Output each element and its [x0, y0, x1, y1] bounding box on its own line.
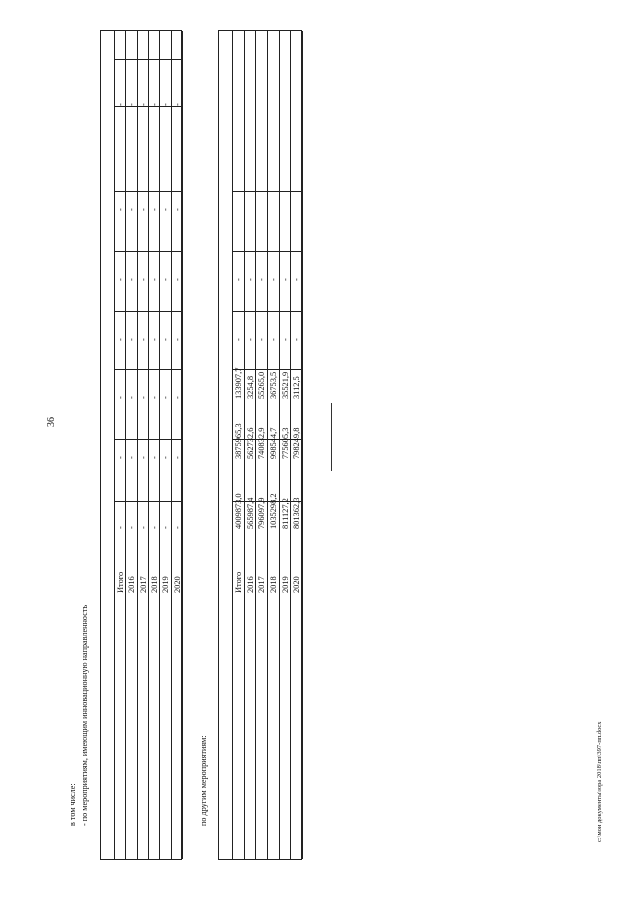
table-cell: 1035298,2	[269, 493, 278, 529]
table-row-divider	[232, 31, 233, 859]
table-cell: -	[172, 208, 182, 211]
table-cell: 133907,7	[234, 367, 243, 399]
table-row-divider	[125, 31, 126, 859]
table-cell: -	[127, 338, 137, 341]
table-cell: -	[161, 526, 171, 529]
table-cell: -	[138, 456, 148, 459]
table-band-divider	[115, 106, 181, 107]
page-number: 36	[46, 417, 57, 427]
table-cell: 35521,9	[280, 371, 290, 399]
table-cell: 798249,8	[292, 427, 302, 459]
table-band-divider	[115, 311, 181, 312]
table-cell: 562732,6	[245, 427, 255, 459]
row-label: 2020	[172, 576, 182, 593]
table-band-divider	[233, 439, 301, 440]
table-cell: -	[172, 526, 182, 529]
table-cell: -	[172, 278, 182, 281]
table-cell: -	[245, 338, 255, 341]
table-cell: 55265,0	[257, 371, 267, 399]
row-label: 2016	[245, 576, 255, 593]
table-cell: 3112,5	[292, 376, 302, 399]
table-cell: 801362,3	[292, 497, 302, 529]
section-intro-line1: в том числе:	[68, 783, 77, 826]
table-band-divider	[115, 369, 181, 370]
table-cell: -	[161, 396, 171, 399]
row-label: Итого	[116, 571, 125, 593]
table-band-divider	[233, 369, 301, 370]
table-cell: -	[292, 338, 302, 341]
row-label: 2019	[280, 576, 290, 593]
table-row-divider	[159, 31, 160, 859]
table-cell: -	[269, 278, 278, 281]
table-band-divider	[233, 251, 301, 252]
table-cell: -	[116, 456, 125, 459]
table-cell: -	[172, 103, 182, 106]
row-label: 2016	[127, 576, 137, 593]
row-label: 2018	[269, 576, 278, 593]
table-cell: -	[150, 526, 159, 529]
separator-line	[331, 403, 332, 471]
table-cell: -	[280, 278, 290, 281]
table-cell: -	[269, 338, 278, 341]
footer-file-path: c:\мои документы\юра 2018\пп\397-пп.docx	[596, 721, 603, 842]
table-cell: -	[172, 456, 182, 459]
table-cell: -	[138, 278, 148, 281]
table-cell: -	[234, 278, 243, 281]
table-band-divider	[233, 191, 301, 192]
table-cell: -	[234, 338, 243, 341]
table-cell: -	[161, 103, 171, 106]
table-cell: -	[116, 338, 125, 341]
row-label: 2018	[150, 576, 159, 593]
table-cell: -	[127, 396, 137, 399]
table-cell: 3254,8	[245, 375, 255, 399]
table-cell: -	[150, 338, 159, 341]
table-cell: -	[127, 526, 137, 529]
table-cell: -	[161, 456, 171, 459]
table-row-divider	[267, 31, 268, 859]
table-cell: -	[127, 103, 137, 106]
table-cell: -	[161, 208, 171, 211]
table-cell: -	[150, 208, 159, 211]
table-cell: -	[116, 396, 125, 399]
table-cell: -	[116, 278, 125, 281]
table-cell: -	[127, 208, 137, 211]
table-cell: -	[138, 396, 148, 399]
section-intro-line2: - по мероприятиям, имеющим инновационную направленность	[80, 604, 89, 826]
innovative-measures-table	[100, 30, 182, 860]
table-row-divider	[137, 31, 138, 859]
table-band-divider	[115, 251, 181, 252]
row-label: 2017	[257, 576, 267, 593]
table-cell: -	[161, 278, 171, 281]
table-cell: -	[292, 278, 302, 281]
table-cell: 565987,4	[245, 497, 255, 529]
table-cell: -	[116, 103, 125, 106]
table-cell: -	[150, 396, 159, 399]
table-band-divider	[233, 311, 301, 312]
table-row-divider	[302, 31, 303, 859]
table-cell: -	[172, 396, 182, 399]
table-cell: 740832,9	[257, 427, 267, 459]
table-band-divider	[233, 501, 301, 502]
table-cell: 811127,2	[280, 498, 290, 529]
table-cell: 796097,9	[257, 497, 267, 529]
table-cell: 4009873,0	[234, 493, 243, 529]
table-cell: -	[280, 338, 290, 341]
table-row-divider	[171, 31, 172, 859]
table-row-divider	[244, 31, 245, 859]
table-cell: -	[127, 278, 137, 281]
row-label: 2019	[161, 576, 171, 593]
other-measures-table	[218, 30, 302, 860]
table-cell: -	[150, 278, 159, 281]
table-band-divider	[115, 59, 181, 60]
table-cell: -	[138, 208, 148, 211]
table-band-divider	[115, 439, 181, 440]
table-cell: -	[150, 456, 159, 459]
table-cell: -	[150, 103, 159, 106]
table-row-divider	[279, 31, 280, 859]
table-row-divider	[182, 31, 183, 859]
table-cell: 36753,5	[269, 371, 278, 399]
row-label: 2020	[292, 576, 302, 593]
row-label: 2017	[138, 576, 148, 593]
table-row-divider	[148, 31, 149, 859]
table-band-divider	[115, 191, 181, 192]
table-cell: -	[116, 208, 125, 211]
table-cell: 998544,7	[269, 427, 278, 459]
table-row-divider	[114, 31, 115, 859]
table-cell: -	[172, 338, 182, 341]
table-cell: 775605,3	[280, 427, 290, 459]
table-cell: -	[127, 456, 137, 459]
table-cell: -	[138, 338, 148, 341]
table-cell: -	[116, 526, 125, 529]
table-cell: -	[138, 526, 148, 529]
table-cell: 3875965,3	[234, 423, 243, 459]
row-label: Итого	[234, 571, 243, 593]
table-cell: -	[245, 278, 255, 281]
table-cell: -	[138, 103, 148, 106]
section-other-label: по другим мероприятиям:	[199, 735, 208, 826]
table-cell: -	[257, 338, 267, 341]
table-cell: -	[257, 278, 267, 281]
table-band-divider	[115, 501, 181, 502]
table-cell: -	[161, 338, 171, 341]
